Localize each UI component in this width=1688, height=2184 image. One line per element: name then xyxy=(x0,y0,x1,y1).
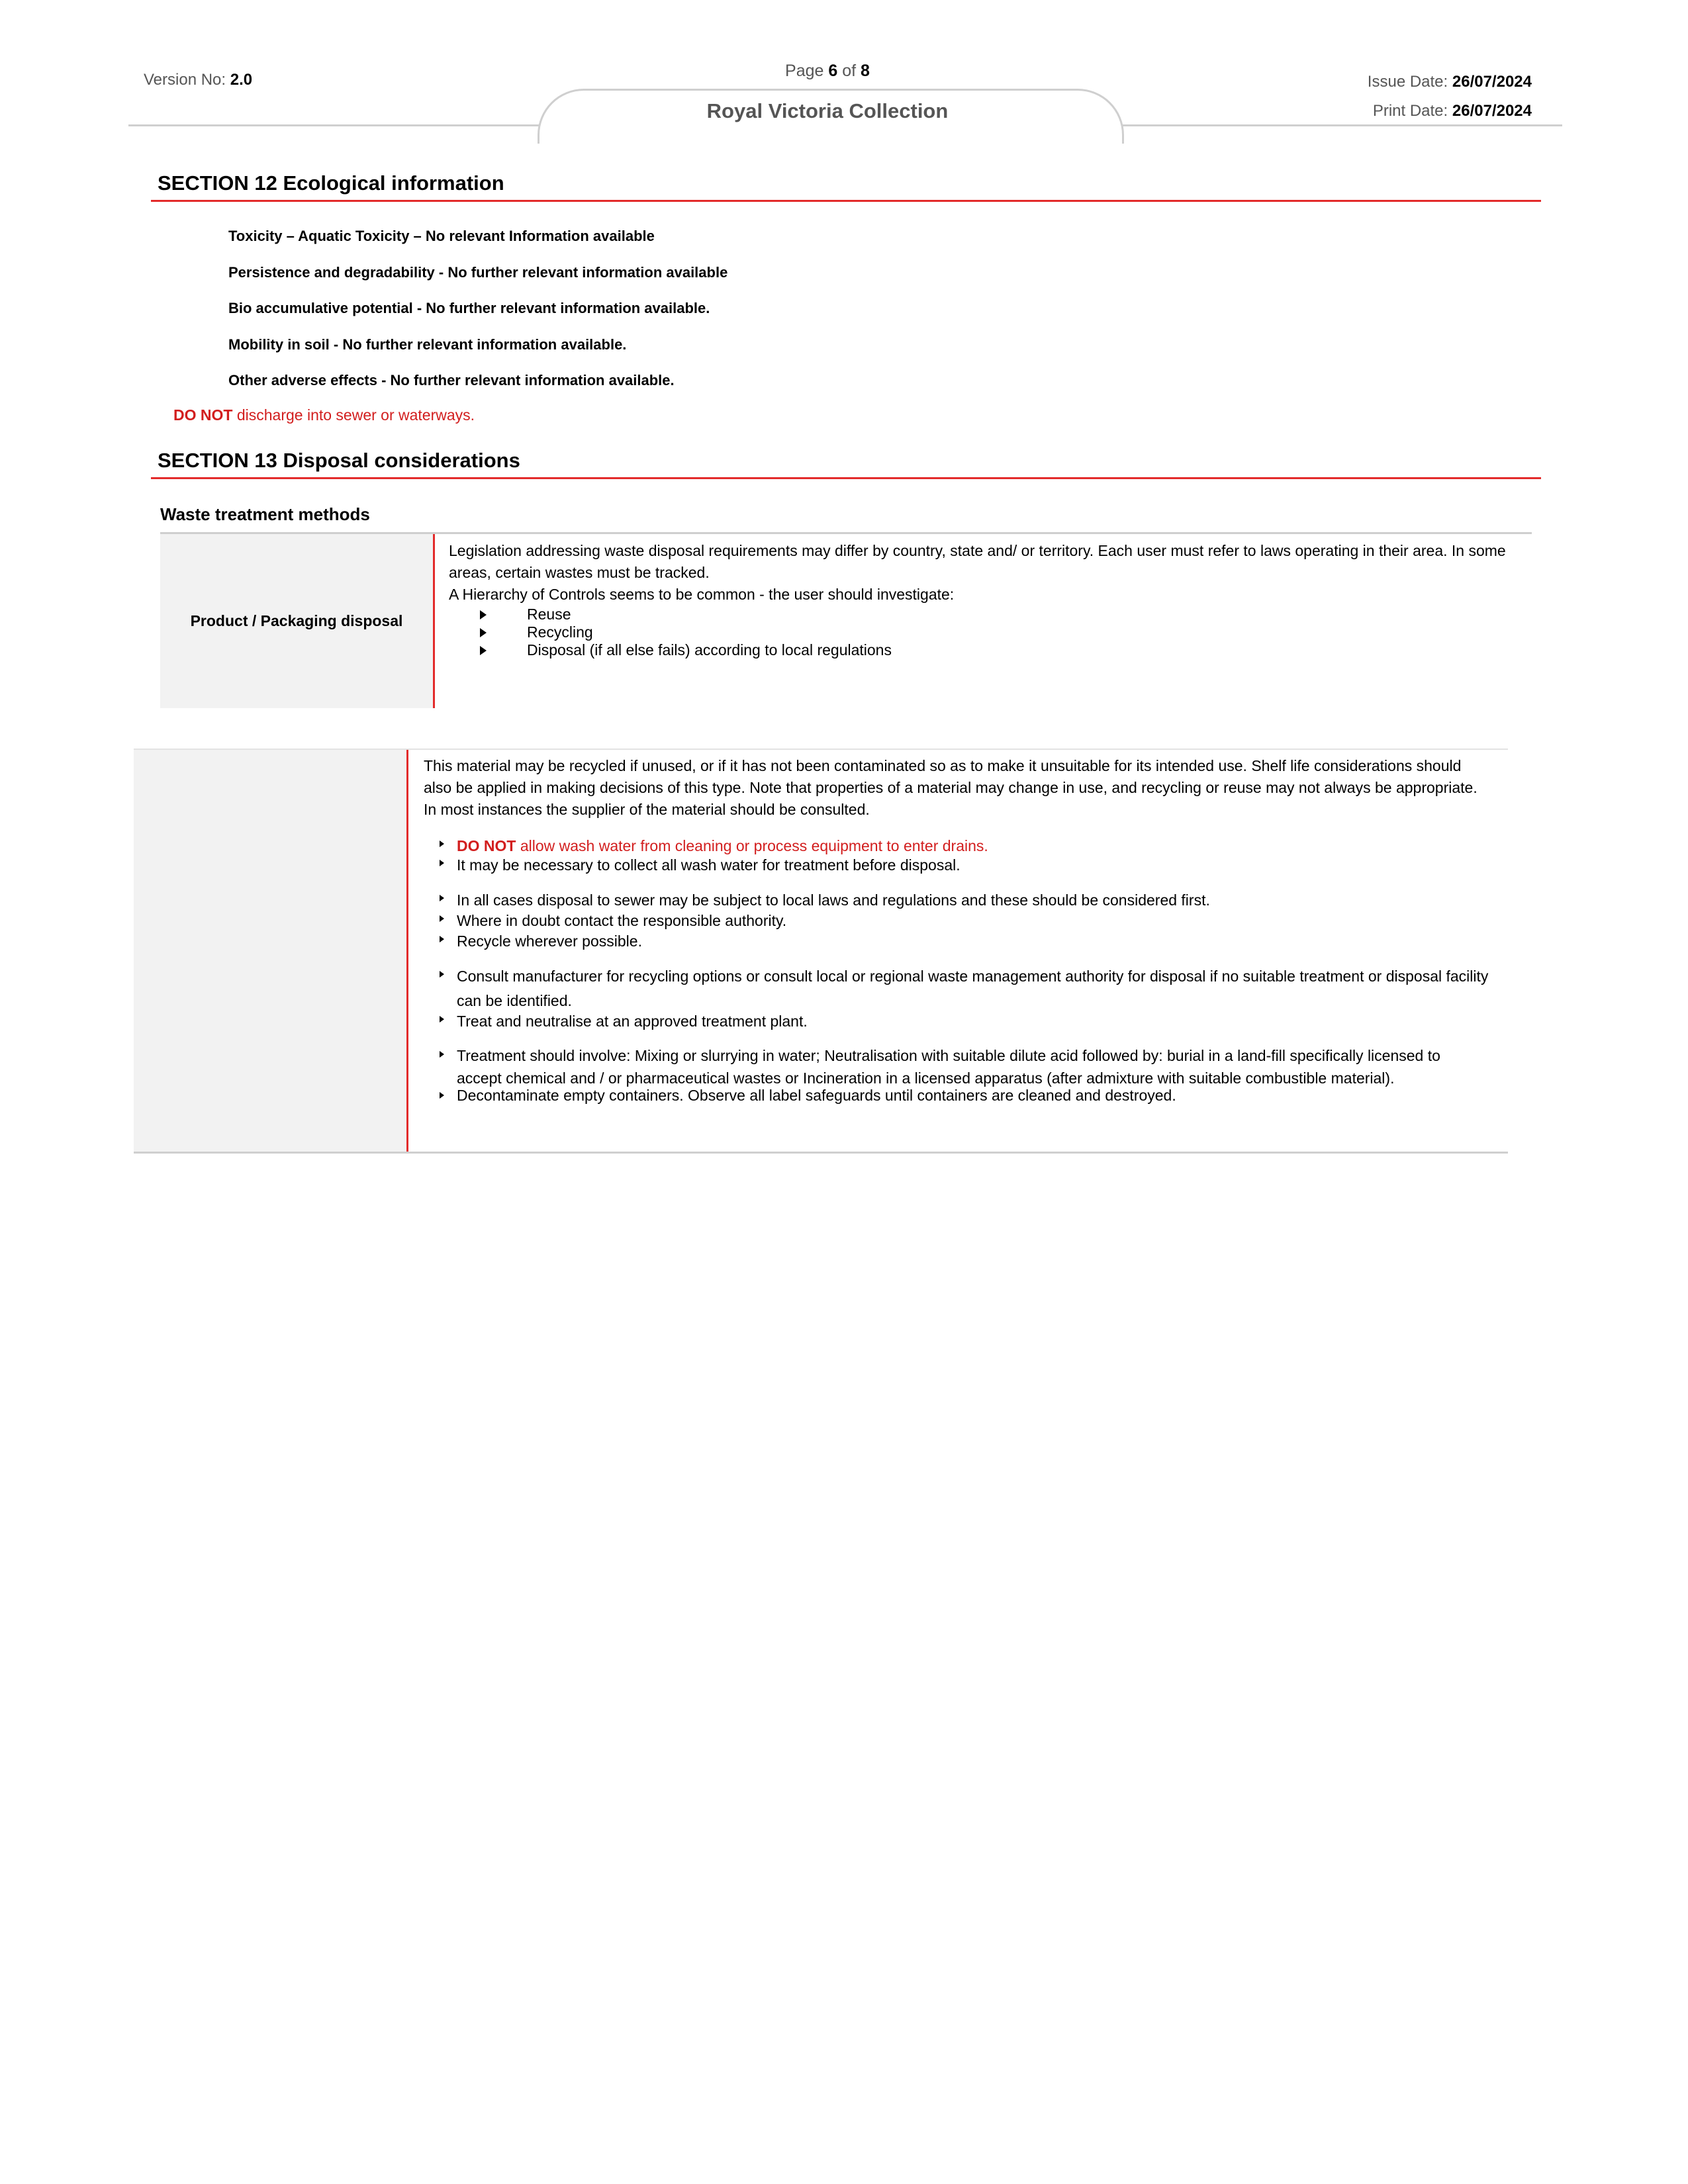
recycling-table xyxy=(134,749,1508,1154)
wash-water-warning-text: allow wash water from cleaning or process equipment to enter drains. xyxy=(516,837,988,854)
list-item: In all cases disposal to sewer may be subject to local laws and regulations and these should be considered first. xyxy=(424,888,1489,913)
discharge-warning xyxy=(173,406,475,424)
disposal-table xyxy=(160,532,1532,708)
recycling-intro: This material may be recycled if unused, or if it has not been contaminated so as to make it unsuitable for its intended use. Shelf life considerations should also be applied in making decisions of this type. Note that properties of a material may change in use, and recycling or reuse may not always be appropriate. In most instances the supplier of the material should be consulted. xyxy=(424,757,1477,818)
ecological-item: Persistence and degradability - No further relevant information available xyxy=(228,263,728,281)
list-item: Recycling xyxy=(449,623,1521,641)
recycling-table-label-cell xyxy=(134,750,408,1152)
print-date-label: Print Date: xyxy=(1372,102,1448,120)
list-item: Reuse xyxy=(449,606,1521,623)
section-12-rule xyxy=(151,200,1541,202)
waste-treatment-heading: Waste treatment methods xyxy=(160,504,370,524)
version-label: Version No: xyxy=(144,71,226,89)
page-label: Page xyxy=(785,62,824,80)
page-header xyxy=(0,0,1688,132)
list-item: Consult manufacturer for recycling options or consult local or regional waste management authority for disposal if no suitable treatment or disposal facility can be identified. xyxy=(424,964,1489,1013)
page-of: of xyxy=(842,62,857,80)
print-date-value: 26/07/2024 xyxy=(1452,102,1532,120)
legislation-paragraph: Legislation addressing waste disposal requirements may differ by country, state and/ or territory. Each user must refer to laws operating in their area. In some areas, certain wastes must be tracked. xyxy=(449,542,1506,581)
recycling-table-bottom-rule xyxy=(134,1152,1508,1154)
wash-water-warning-bold: DO NOT xyxy=(457,837,516,854)
section-13-rule xyxy=(151,477,1541,479)
header-dates xyxy=(1368,68,1532,126)
list-item: Decontaminate empty containers. Observe all label safeguards until containers are cleaned and destroyed. xyxy=(424,1085,1489,1105)
version-number xyxy=(144,71,252,89)
page-current: 6 xyxy=(828,62,838,80)
discharge-warning-text: discharge into sewer or waterways. xyxy=(232,406,475,424)
disposal-table-label xyxy=(160,534,435,708)
list-item: Treat and neutralise at an approved treatment plant. xyxy=(424,1009,1489,1034)
company-name: Royal Victoria Collection xyxy=(706,99,949,122)
hierarchy-list xyxy=(449,606,1521,659)
version-value: 2.0 xyxy=(230,71,253,89)
ecological-item: Toxicity – Aquatic Toxicity – No relevant Information available xyxy=(228,228,655,244)
print-date xyxy=(1368,97,1532,126)
issue-date-label: Issue Date: xyxy=(1367,73,1448,91)
ecological-item: Bio accumulative potential - No further relevant information available. xyxy=(228,300,710,316)
section-13-title: SECTION 13 Disposal considerations xyxy=(158,449,520,472)
page-total: 8 xyxy=(861,62,870,80)
ecological-info-list xyxy=(228,228,727,408)
discharge-warning-bold: DO NOT xyxy=(173,406,233,424)
list-item: Treatment should involve: Mixing or slurrying in water; Neutralisation with suitable dilute acid followed by: burial in a land-fill specifically licensed to accept chemical and / or pharmaceutical wastes or Incineration in a licensed apparatus (after admixture with suitable combustible material). xyxy=(424,1044,1489,1089)
ecological-item: Other adverse effects - No further relevant information available. xyxy=(228,372,675,388)
ecological-item: Mobility in soil - No further relevant information available. xyxy=(228,336,627,353)
disposal-table-content xyxy=(449,540,1521,659)
hierarchy-paragraph: A Hierarchy of Controls seems to be common - the user should investigate: xyxy=(449,586,955,603)
issue-date-value: 26/07/2024 xyxy=(1452,73,1532,91)
recycling-table-content xyxy=(424,755,1489,1105)
list-item: It may be necessary to collect all wash water for treatment before disposal. xyxy=(424,853,1489,878)
section-12-title: SECTION 12 Ecological information xyxy=(158,171,504,195)
issue-date xyxy=(1368,68,1532,97)
header-rule-left xyxy=(128,124,539,126)
product-packaging-label: Product / Packaging disposal xyxy=(190,612,403,629)
list-item: Disposal (if all else fails) according to local regulations xyxy=(449,641,1521,659)
recycling-list xyxy=(424,834,1489,1105)
list-item: Recycle wherever possible. xyxy=(424,929,1489,954)
list-item: Where in doubt contact the responsible authority. xyxy=(424,909,1489,933)
page-number xyxy=(722,62,933,81)
